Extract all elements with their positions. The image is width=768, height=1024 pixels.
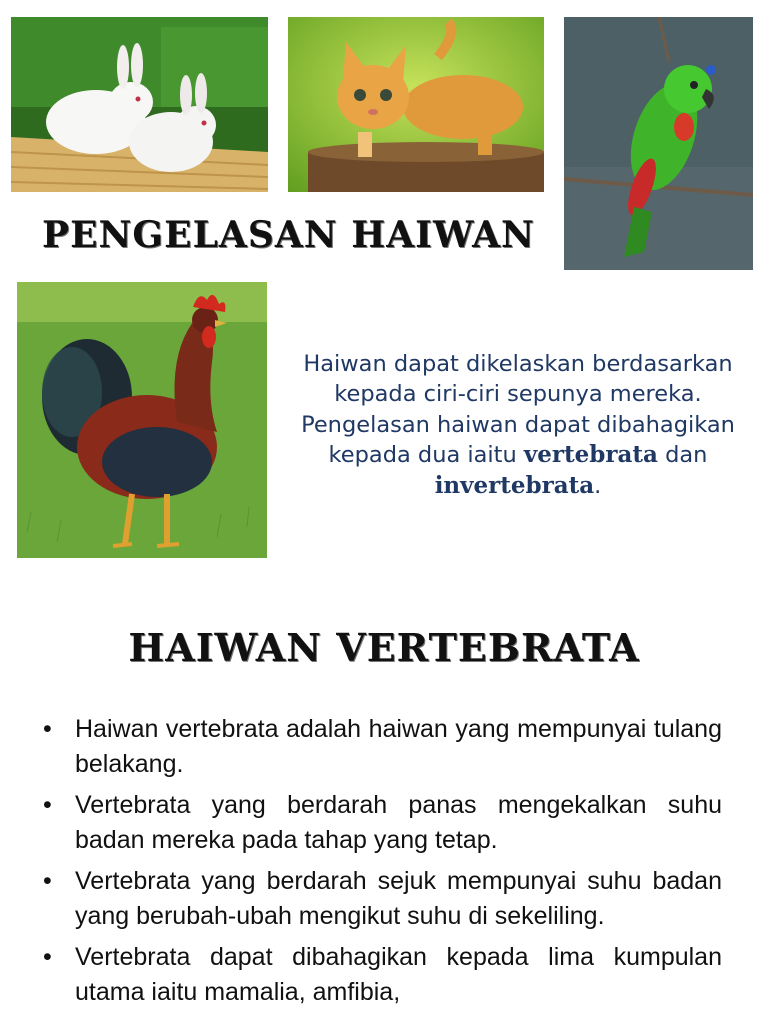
- bullet-item: • Vertebrata dapat dibahagikan kepada lima kumpulan utama iaitu mamalia, amfibia,: [42, 940, 722, 1010]
- page-title: PENGELASAN HAIWAN: [42, 214, 535, 256]
- parrot-photo: [564, 17, 753, 270]
- rabbits-photo: [11, 17, 268, 192]
- intro-paragraph: [292, 349, 744, 502]
- bullet-item: • Vertebrata yang berdarah panas mengekalkan suhu badan mereka pada tahap yang tetap.: [42, 788, 722, 858]
- intro-end: .: [594, 472, 602, 499]
- section-heading: HAIWAN VERTEBRATA: [128, 625, 640, 670]
- term-invertebrata: invertebrata: [434, 471, 595, 499]
- rooster-photo: [17, 282, 267, 558]
- intro-conjunction: dan: [665, 442, 708, 468]
- bullet-list: [42, 712, 722, 1016]
- term-vertebrata: vertebrata: [523, 441, 658, 468]
- bullet-item: • Haiwan vertebrata adalah haiwan yang mempunyai tulang belakang.: [42, 712, 722, 782]
- kitten-photo: [288, 17, 544, 192]
- bullet-item: • Vertebrata yang berdarah sejuk mempunyai suhu badan yang berubah-ubah mengikut suhu di sekeliling.: [42, 864, 722, 934]
- intro-text: Haiwan dapat dikelaskan berdasarkan kepada ciri-ciri sepunya mereka. Pengelasan haiwan dapat dibahagikan kepada dua iaitu: [301, 350, 735, 468]
